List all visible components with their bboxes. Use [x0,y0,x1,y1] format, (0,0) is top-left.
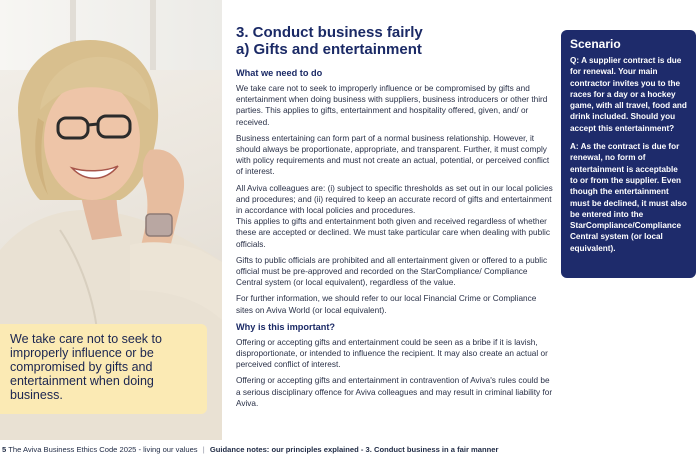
scenario-heading: Scenario [570,37,621,51]
paragraph: We take care not to seek to improperly influence or be compromised by gifts and entertainment when doing business with suppliers, business introducers or other third parties. This applies to gifts, entertainment and hospitality offered, given, and/ or received. [236,84,548,127]
footer-separator: | [202,445,205,454]
paragraph: All Aviva colleagues are: (i) subject to specific thresholds as set out in our local policies and procedures; and (ii) required to keep an accurate record of gifts and entertainment in accordance with local policies and procedures. [236,183,553,216]
paragraph: This applies to gifts and entertainment both given and received regardless of whether these are accepted or declined. We must take particular care when dealing with public officials. [236,217,550,249]
scenario-question: Q: A supplier contract is due for renewal. Your main contractor invites you to the races for a day or a hockey game, with all travel, food and drink included. Should you accept this entertainment? [570,56,687,133]
paragraph: For further information, we should refer to our local Financial Crime or Compliance sites on Aviva World (or local equivalent). [236,294,537,315]
paragraph: Offering or accepting gifts and entertainment in contravention of Aviva's rules could be a serious disciplinary offence for Aviva colleagues and may result in criminal liability for Aviva. [236,376,553,408]
paragraph: Business entertaining can form part of a normal business relationship. However, it should always be proportionate, appropriate, and transparent. Further, it must comply with policy requirements and must not create an actual, potential, or perceived conflict of interest. [236,133,550,177]
pull-quote-text: We take care not to seek to improperly influence or be compromised by gifts and entertainment when doing business. [10,332,162,402]
page-number: 5 [2,445,7,454]
why-important-heading: Why is this important? [236,321,336,332]
scenario-answer: A: As the contract is due for renewal, no form of entertainment is acceptable to or from the supplier. Even though the entertainment must be declined, it must also be entered into the StarCompliance/Compliance Central system (or local equivalent). [570,142,687,253]
title-line-1: 3. Conduct business fairly [236,24,423,41]
document-title: The Aviva Business Ethics Code 2025 - living our values [8,445,198,454]
paragraph: Offering or accepting gifts and entertainment could be seen as a bribe if it is lavish, disproportionate, or intended to influence the recipient. It may also create an actual or perceived conflict of interest. [236,337,548,370]
main-content [236,24,554,414]
page-footer [0,441,700,459]
what-we-need-heading: What we need to do [236,68,323,78]
pull-quote [0,324,207,414]
page-title [236,24,554,58]
section-title: Guidance notes: our principles explained - 3. Conduct business in a fair manner [209,445,499,454]
scenario-panel [561,30,696,278]
paragraph: Gifts to public officials are prohibited and all entertainment given or offered to a public official must be pre-approved and recorded on the StarCompliance/ Compliance Central system (or local equivalent), regardless of the value. [236,255,548,288]
title-line-2: a) Gifts and entertainment [236,41,422,58]
